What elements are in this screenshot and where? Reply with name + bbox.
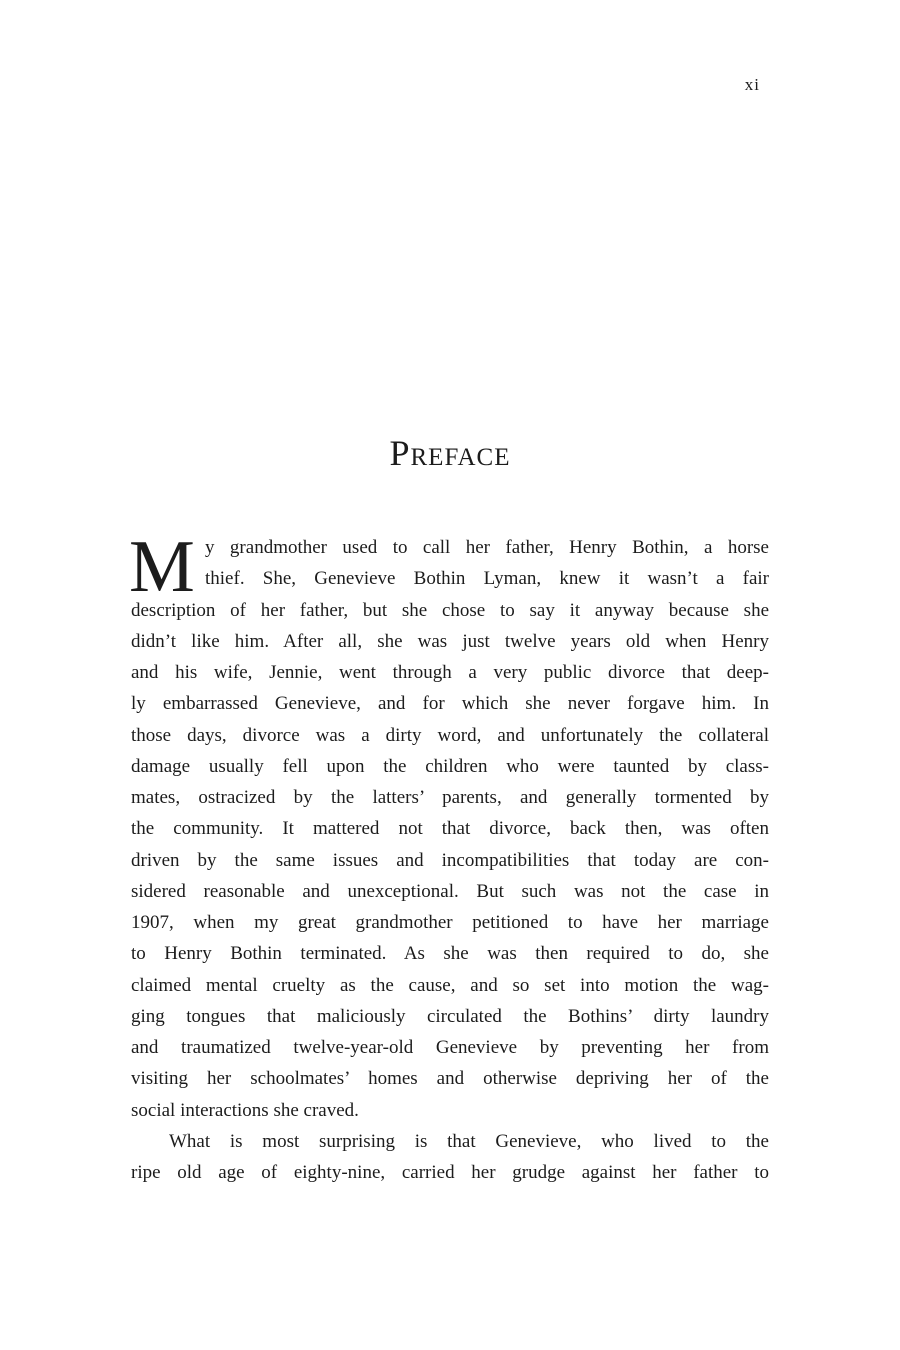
text-line: sidered reasonable and unexceptional. But such was not the case in <box>131 880 769 902</box>
drop-cap: M <box>129 526 195 608</box>
text-line: visiting her schoolmates’ homes and otherwise depriving her of the <box>131 1068 769 1090</box>
text-line: mates, ostracized by the latters’ parents, and generally tormented by <box>131 787 769 808</box>
text-line: claimed mental cruelty as the cause, and so set into motion the wag- <box>131 974 769 996</box>
text-line: ripe old age of eighty-nine, carried her grudge against her father to <box>131 1162 769 1183</box>
text-line: ly embarrassed Genevieve, and for which she never forgave him. In <box>131 693 769 715</box>
page-title: Preface <box>389 433 511 473</box>
text-line: thief. She, Genevieve Bothin Lyman, knew it wasn’t a fair <box>205 568 769 590</box>
text-line: y grandmother used to call her father, Henry Bothin, a horse <box>205 537 769 558</box>
text-line: ging tongues that maliciously circulated the Bothins’ dirty laundry <box>131 1005 769 1027</box>
text-line: those days, divorce was a dirty word, and unfortunately the collateral <box>131 724 769 746</box>
text-line: social interactions she craved. <box>131 1099 359 1121</box>
text-line: driven by the same issues and incompatibilities that today are con- <box>131 849 769 871</box>
text-line: description of her father, but she chose to say it anyway because she <box>131 599 769 621</box>
text-line: the community. It mattered not that divorce, back then, was often <box>131 818 769 840</box>
text-line: didn’t like him. After all, she was just twelve years old when Henry <box>131 630 769 652</box>
page-number: xi <box>744 75 760 94</box>
text-line: and traumatized twelve-year-old Genevieve by preventing her from <box>131 1037 769 1058</box>
text-line: and his wife, Jennie, went through a very public divorce that deep- <box>131 662 769 683</box>
body-text <box>129 526 769 1188</box>
text-line: What is most surprising is that Genevieve, who lived to the <box>169 1130 769 1152</box>
text-line: to Henry Bothin terminated. As she was then required to do, she <box>131 943 769 965</box>
text-line: 1907, when my great grandmother petitioned to have her marriage <box>131 912 769 933</box>
text-line: damage usually fell upon the children who were taunted by class- <box>131 755 769 777</box>
